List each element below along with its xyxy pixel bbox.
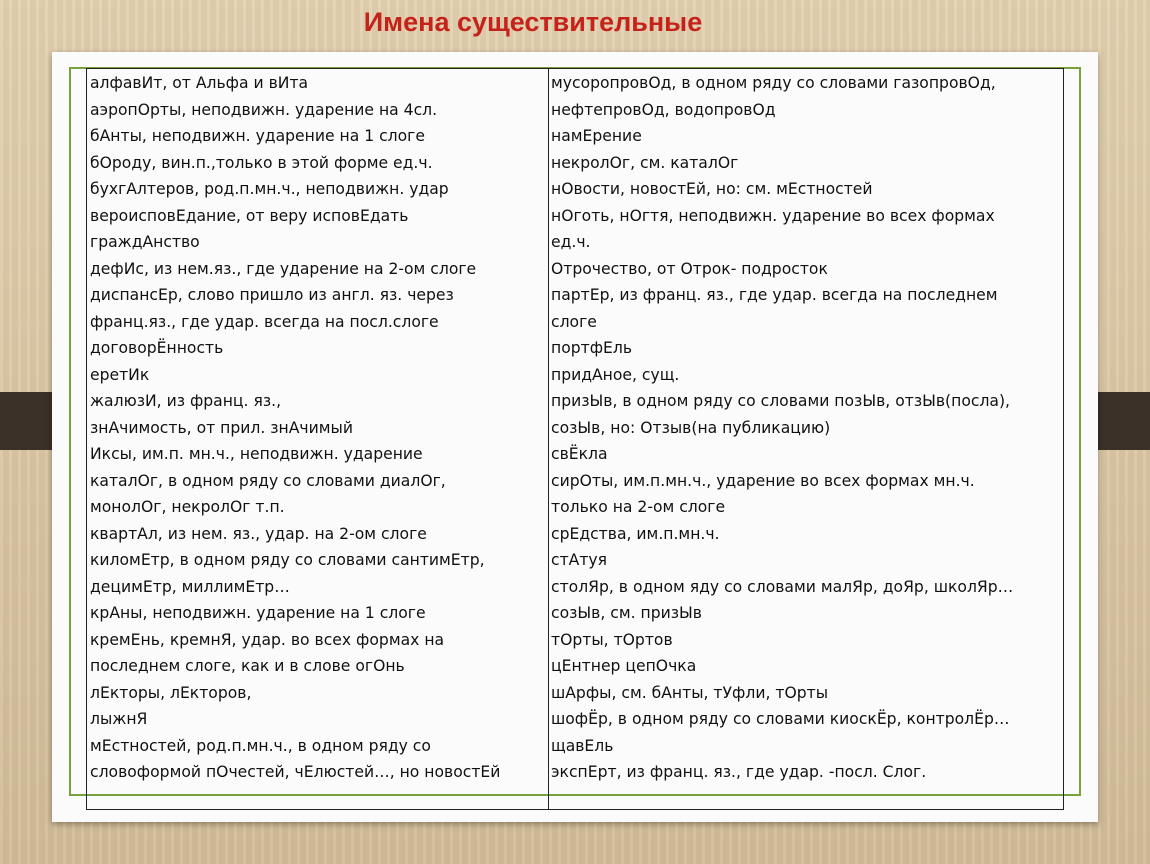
word-entry-line: последнем слоге, как и в слове огОнь (90, 657, 405, 675)
word-entry-line: созЫв, но: Отзыв(на публикацию) (551, 418, 831, 437)
word-entry-line: лЕкторы, лЕкторов, (90, 683, 252, 702)
word-entry-line: экспЕрт, из франц. яз., где удар. -посл. Слог. (551, 763, 927, 781)
word-entry-line: монолОг, некролОг т.п. (90, 498, 285, 516)
word-entry-line: мЕстностей, род.п.мн.ч., в одном ряду со (90, 736, 431, 755)
word-entry-line: кремЕнь, кремнЯ, удар. во всех формах на (90, 630, 445, 649)
word-entry-line: столЯр, в одном яду со словами малЯр, доЯр, школЯр… (551, 577, 1014, 596)
word-entry-line: партЕр, из франц. яз., где удар. всегда на последнем (551, 286, 998, 304)
word-entry-line: созЫв, см. призЫв (551, 604, 702, 622)
word-entry-line: тОрты, тОртов (551, 630, 673, 649)
word-entry-line: каталОг, в одном ряду со словами диалОг, (90, 471, 446, 490)
word-entry-line: алфавИт, от Альфа и вИта (90, 74, 309, 92)
word-entry-line: вероисповЕдание, от веру исповЕдать (90, 206, 409, 225)
column-divider (548, 68, 549, 810)
word-entry-line: срЕдства, им.п.мн.ч. (551, 524, 720, 543)
word-entry-line: нОвости, новостЕй, но: см. мЕстностей (551, 180, 873, 198)
word-entry-line: франц.яз., где удар. всегда на посл.слоге (90, 312, 439, 331)
word-entry-line: диспансЕр, слово пришло из англ. яз. через (90, 286, 454, 304)
right-column (551, 70, 1013, 786)
word-entry-line: ед.ч. (551, 233, 591, 251)
word-entry-line: Иксы, им.п. мн.ч., неподвижн. ударение (90, 445, 423, 463)
word-entry-line: щавЕль (551, 736, 614, 755)
word-entry-line: жалюзИ, из франц. яз., (90, 392, 282, 410)
word-entry-line: слоге (551, 312, 597, 331)
word-entry-line: мусоропровОд, в одном ряду со словами газопровОд, (551, 74, 996, 92)
word-entry-line: шофЁр, в одном ряду со словами киоскЁр, контролЁр… (551, 710, 1010, 728)
word-entry-line: сирОты, им.п.мн.ч., ударение во всех формах мн.ч. (551, 471, 975, 490)
word-entry-line: бАнты, неподвижн. ударение на 1 слоге (90, 127, 425, 145)
word-entry-line: лыжнЯ (90, 710, 148, 728)
word-entry-line: бухгАлтеров, род.п.мн.ч., неподвижн. удар (90, 180, 449, 198)
word-entry-line: намЕрение (551, 127, 642, 145)
word-entry-line: цЕнтнер цепОчка (551, 657, 697, 675)
word-entry-line: словоформой пОчестей, чЕлюстей…, но новостЕй (90, 763, 501, 781)
word-entry-line: киломЕтр, в одном ряду со словами сантимЕтр, (90, 551, 485, 569)
word-entry-line: стАтуя (551, 551, 608, 569)
word-entry-line: граждАнство (90, 233, 200, 251)
word-entry-line: только на 2-ом слоге (551, 498, 726, 516)
word-entry-line: нОготь, нОгтя, неподвижн. ударение во всех формах (551, 206, 995, 225)
word-entry-line: дефИс, из нем.яз., где ударение на 2-ом слоге (90, 259, 477, 278)
word-entry-line: Отрочество, от Отрок- подросток (551, 259, 828, 278)
word-entry-line: знАчимость, от прил. знАчимый (90, 418, 353, 437)
left-column (90, 70, 500, 786)
word-entry-line: свЁкла (551, 445, 608, 463)
word-entry-line: крАны, неподвижн. ударение на 1 слоге (90, 604, 426, 622)
word-entry-line: призЫв, в одном ряду со словами позЫв, отзЫв(посла), (551, 392, 1011, 410)
word-entry-line: еретИк (90, 365, 150, 384)
word-entry-line: портфЕль (551, 339, 633, 357)
word-entry-line: децимЕтр, миллимЕтр… (90, 577, 290, 596)
word-entry-line: аэропОрты, неподвижн. ударение на 4сл. (90, 100, 438, 119)
word-entry-line: квартАл, из нем. яз., удар. на 2-ом слоге (90, 524, 427, 543)
word-entry-line: шАрфы, см. бАнты, тУфли, тОрты (551, 683, 829, 702)
slide-title: Имена существительные (363, 7, 703, 37)
word-entry-line: некролОг, см. каталОг (551, 153, 739, 172)
word-entry-line: нефтепровОд, водопровОд (551, 100, 776, 119)
word-entry-line: договорЁнность (90, 339, 224, 357)
word-entry-line: бОроду, вин.п.,только в этой форме ед.ч. (90, 153, 433, 172)
word-entry-line: придАное, сущ. (551, 365, 680, 384)
